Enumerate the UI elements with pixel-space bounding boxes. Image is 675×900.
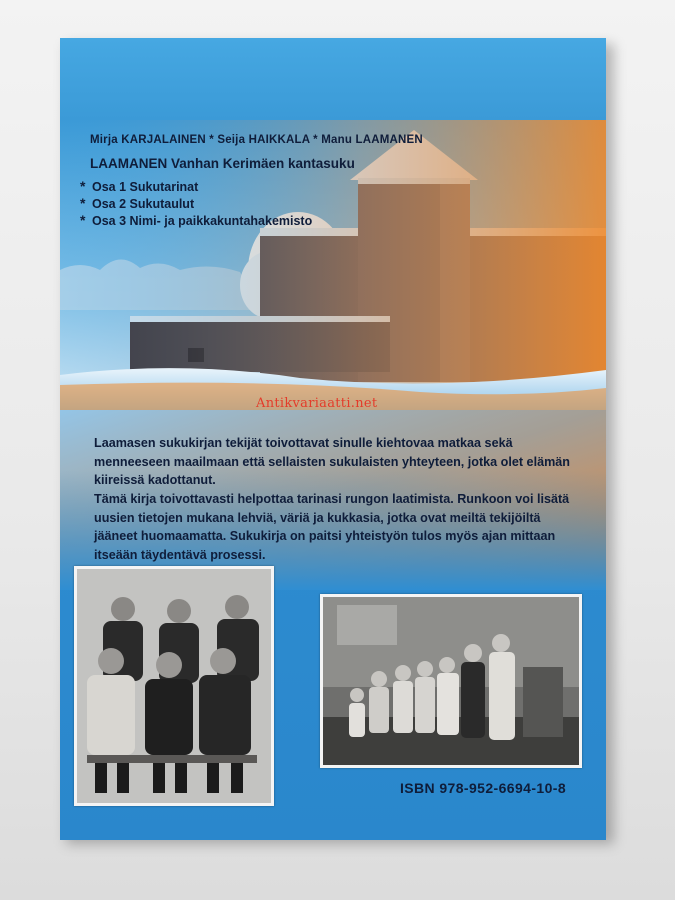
part-label: Osa 2 Sukutaulut	[92, 197, 195, 211]
part-label: Osa 1 Sukutarinat	[92, 180, 199, 194]
children-portrait-photo	[323, 597, 579, 765]
star-marker: *	[80, 212, 86, 228]
blurb-paragraph: Tämä kirja toivottavasti helpottaa tarinasi rungon laatimista. Runkoon voi lisätä uusien tietojen mukana lehviä, väriä ja kukkasia, jotka ovat meiltä tekijöiltä jääneet huomaamatta. Sukukirja on paitsi yhteistyön tulos myös ajan mittaan itseään täydentävä prosessi.	[94, 492, 570, 562]
parts-list	[80, 178, 312, 229]
book-title: LAAMANEN Vanhan Kerimäen kantasuku	[90, 156, 355, 171]
seller-watermark: Antikvariaatti.net	[256, 396, 378, 411]
star-marker: *	[80, 178, 86, 194]
cover-top-band	[60, 38, 606, 120]
authors-line: Mirja KARJALAINEN * Seija HAIKKALA * Manu LAAMANEN	[90, 134, 423, 146]
photo-children-group	[320, 594, 582, 768]
book-back-cover	[60, 38, 606, 840]
part-item	[80, 212, 312, 229]
part-label: Osa 3 Nimi- ja paikkakuntahakemisto	[92, 214, 313, 228]
photo-men-group	[74, 566, 274, 806]
part-item	[80, 178, 312, 195]
star-marker: *	[80, 195, 86, 211]
men-portrait-photo	[77, 569, 271, 803]
isbn-number: ISBN 978-952-6694-10-8	[400, 780, 567, 796]
blurb-paragraph: Laamasen sukukirjan tekijät toivottavat sinulle kiehtovaa matkaa sekä menneeseen maailmaan että sellaisten sukulaisten yhteyteen, jotka olet elämän kiireissä kadottanut.	[94, 436, 570, 487]
part-item	[80, 195, 312, 212]
